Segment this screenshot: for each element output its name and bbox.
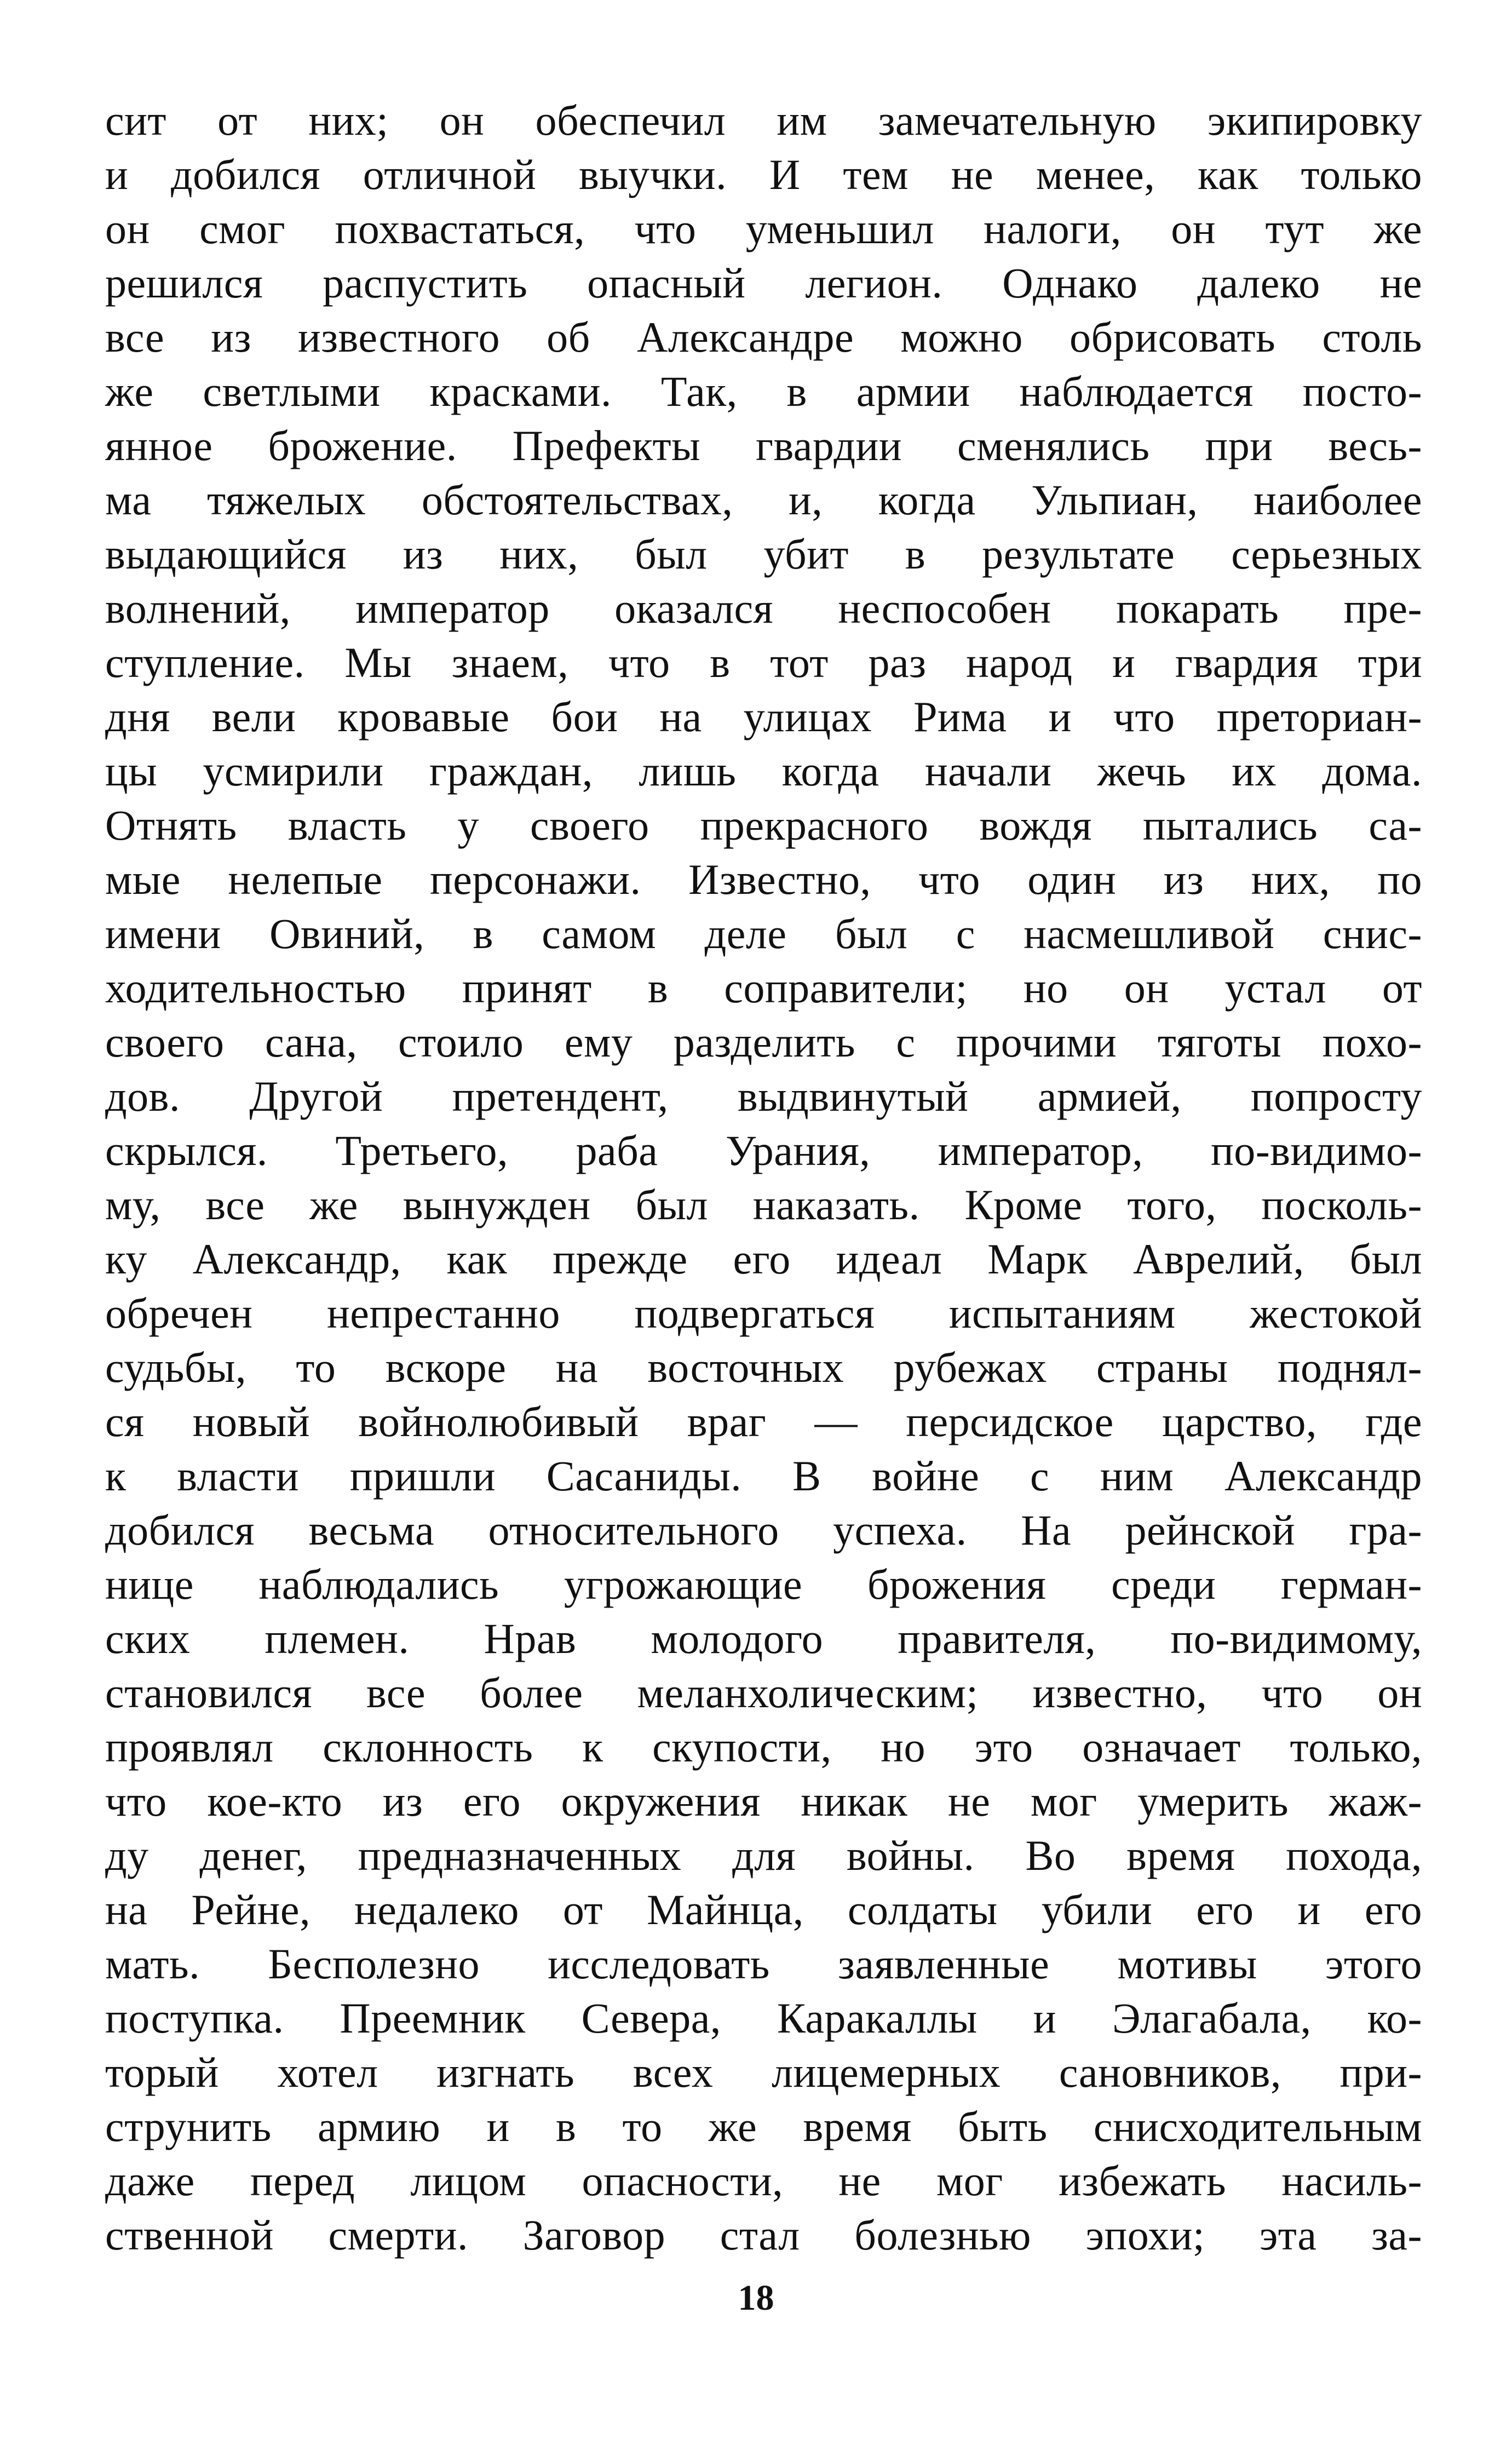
text-line: к власти пришли Сасаниды. В войне с ним Александр	[105, 1452, 1422, 1500]
text-line: выдающийся из них, был убит в результате серьезных	[105, 530, 1422, 578]
text-line: му, все же вынужден был наказать. Кроме того, посколь-	[105, 1181, 1422, 1229]
text-line: ходительностью принят в соправители; но он устал от	[105, 964, 1422, 1012]
text-line: дня вели кровавые бои на улицах Рима и что преториан-	[105, 693, 1422, 741]
text-line: судьбы, то вскоре на восточных рубежах страны поднял-	[105, 1344, 1422, 1391]
text-line: мые нелепые персонажи. Известно, что один из них, по	[105, 856, 1422, 903]
text-line: имени Овиний, в самом деле был с насмешливой снис-	[105, 910, 1422, 957]
text-line: становился все более меланхолическим; известно, что он	[105, 1669, 1422, 1717]
text-line: торый хотел изгнать всех лицемерных сановников, при-	[105, 2048, 1422, 2096]
text-line: поступка. Преемник Севера, Каракаллы и Элагабала, ко-	[105, 1994, 1422, 2042]
text-line: ду денег, предназначенных для войны. Во время похода,	[105, 1832, 1422, 1879]
text-line: же светлыми красками. Так, в армии наблюдается посто-	[105, 368, 1422, 415]
text-line: все из известного об Александре можно обрисовать столь	[105, 313, 1422, 361]
text-line: на Рейне, недалеко от Майнца, солдаты убили его и его	[105, 1886, 1422, 1933]
text-line: дов. Другой претендент, выдвинутый армией, попросту	[105, 1072, 1422, 1120]
text-line: Отнять власть у своего прекрасного вождя пытались са-	[105, 801, 1422, 849]
text-line: даже перед лицом опасности, не мог избежать насиль-	[105, 2157, 1422, 2205]
text-line: нице наблюдались угрожающие брожения среди герман-	[105, 1560, 1422, 1608]
text-line: ма тяжелых обстоятельствах, и, когда Ульпиан, наиболее	[105, 476, 1422, 524]
text-line: ственной смерти. Заговор стал болезнью эпохи; эта за-	[105, 2211, 1422, 2259]
text-line: струнить армию и в то же время быть снисходительным	[105, 2103, 1422, 2150]
text-line: что кое-кто из его окружения никак не мог умерить жаж-	[105, 1777, 1422, 1825]
text-line: скрылся. Третьего, раба Урания, император, по-видимо-	[105, 1127, 1422, 1174]
text-line: ся новый войнолюбивый враг — персидское царство, где	[105, 1398, 1422, 1445]
page-number: 18	[738, 2278, 774, 2318]
text-line: своего сана, стоило ему разделить с прочими тяготы похо-	[105, 1018, 1422, 1066]
text-line: решился распустить опасный легион. Однако далеко не	[105, 259, 1422, 307]
text-line: проявлял склонность к скупости, но это означает только,	[105, 1723, 1422, 1771]
text-line: волнений, император оказался неспособен покарать пре-	[105, 584, 1422, 632]
text-line: добился весьма относительного успеха. На рейнской гра-	[105, 1506, 1422, 1554]
text-line: сит от них; он обеспечил им замечательную экипировку	[105, 96, 1422, 144]
text-line: янное брожение. Префекты гвардии сменялись при весь-	[105, 422, 1422, 469]
text-line: мать. Бесполезно исследовать заявленные мотивы этого	[105, 1940, 1422, 1988]
text-line: обречен непрестанно подвергаться испытаниям жестокой	[105, 1289, 1422, 1337]
text-line: ступление. Мы знаем, что в тот раз народ и гвардия три	[105, 639, 1422, 686]
text-line: ку Александр, как прежде его идеал Марк Аврелий, был	[105, 1235, 1422, 1283]
body-text	[105, 93, 1422, 2262]
text-line: ских племен. Нрав молодого правителя, по-видимому,	[105, 1615, 1422, 1662]
text-line: он смог похвастаться, что уменьшил налоги, он тут же	[105, 205, 1422, 252]
text-line: и добился отличной выучки. И тем не менее, как только	[105, 151, 1422, 198]
text-line: цы усмирили граждан, лишь когда начали жечь их дома.	[105, 747, 1422, 795]
